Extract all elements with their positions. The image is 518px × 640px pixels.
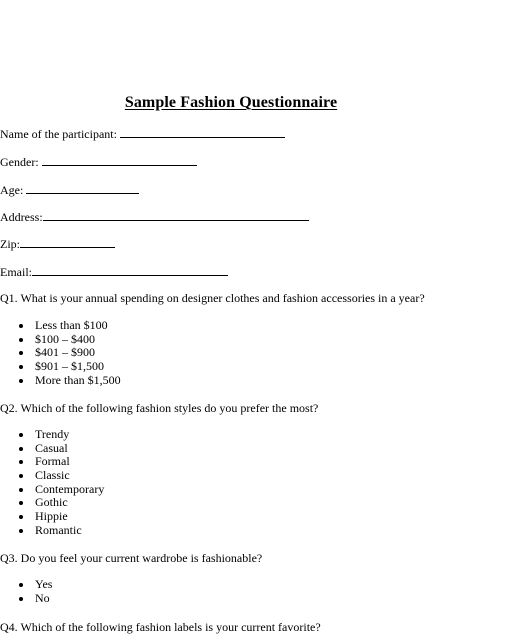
question-3-options: [0, 578, 52, 605]
q2-option[interactable]: Classic: [0, 469, 104, 483]
bullet-icon: [19, 447, 23, 451]
q2-option[interactable]: Trendy: [0, 428, 104, 442]
bullet-icon: [19, 597, 23, 601]
bullet-icon: [19, 433, 23, 437]
q1-option[interactable]: $901 – $1,500: [0, 360, 121, 374]
age-label: Age:: [0, 183, 24, 197]
q2-option[interactable]: Hippie: [0, 510, 104, 524]
email-blank[interactable]: [32, 264, 228, 276]
question-3: Q3. Do you feel your current wardrobe is fashionable?: [0, 551, 263, 565]
q2-option[interactable]: Gothic: [0, 496, 104, 510]
question-2: Q2. Which of the following fashion styles do you prefer the most?: [0, 401, 319, 415]
q2-option[interactable]: Contemporary: [0, 483, 104, 497]
q1-option[interactable]: $401 – $900: [0, 346, 121, 360]
name-blank[interactable]: [120, 126, 285, 138]
gender-field: [0, 154, 197, 169]
name-field: [0, 126, 285, 141]
q2-option[interactable]: Romantic: [0, 524, 104, 538]
q3-option[interactable]: Yes: [0, 578, 52, 592]
q2-option[interactable]: Formal: [0, 455, 104, 469]
q1-option[interactable]: Less than $100: [0, 319, 121, 333]
question-4: Q4. Which of the following fashion labels is your current favorite?: [0, 620, 321, 634]
gender-blank[interactable]: [42, 154, 197, 166]
name-label: Name of the participant:: [0, 127, 117, 141]
bullet-icon: [19, 460, 23, 464]
bullet-icon: [19, 379, 23, 383]
zip-blank[interactable]: [20, 236, 115, 248]
bullet-icon: [19, 515, 23, 519]
bullet-icon: [19, 583, 23, 587]
question-1-options: [0, 319, 121, 387]
question-2-options: [0, 428, 104, 538]
gender-label: Gender:: [0, 155, 39, 169]
zip-field: [0, 236, 115, 251]
q1-option[interactable]: More than $1,500: [0, 374, 121, 388]
q1-option[interactable]: $100 – $400: [0, 333, 121, 347]
document-title: Sample Fashion Questionnaire: [124, 94, 338, 111]
address-label: Address:: [0, 210, 43, 224]
zip-label: Zip:: [0, 237, 20, 251]
q2-option[interactable]: Casual: [0, 442, 104, 456]
bullet-icon: [19, 324, 23, 328]
bullet-icon: [19, 488, 23, 492]
bullet-icon: [19, 365, 23, 369]
address-blank[interactable]: [43, 209, 309, 221]
bullet-icon: [19, 351, 23, 355]
address-field: [0, 209, 309, 224]
q3-option[interactable]: No: [0, 592, 52, 606]
bullet-icon: [19, 338, 23, 342]
email-label: Email:: [0, 265, 32, 279]
age-field: [0, 182, 139, 197]
bullet-icon: [19, 529, 23, 533]
age-blank[interactable]: [26, 182, 139, 194]
question-1: Q1. What is your annual spending on designer clothes and fashion accessories in a year?: [0, 291, 425, 305]
bullet-icon: [19, 474, 23, 478]
bullet-icon: [19, 501, 23, 505]
email-field: [0, 264, 228, 279]
